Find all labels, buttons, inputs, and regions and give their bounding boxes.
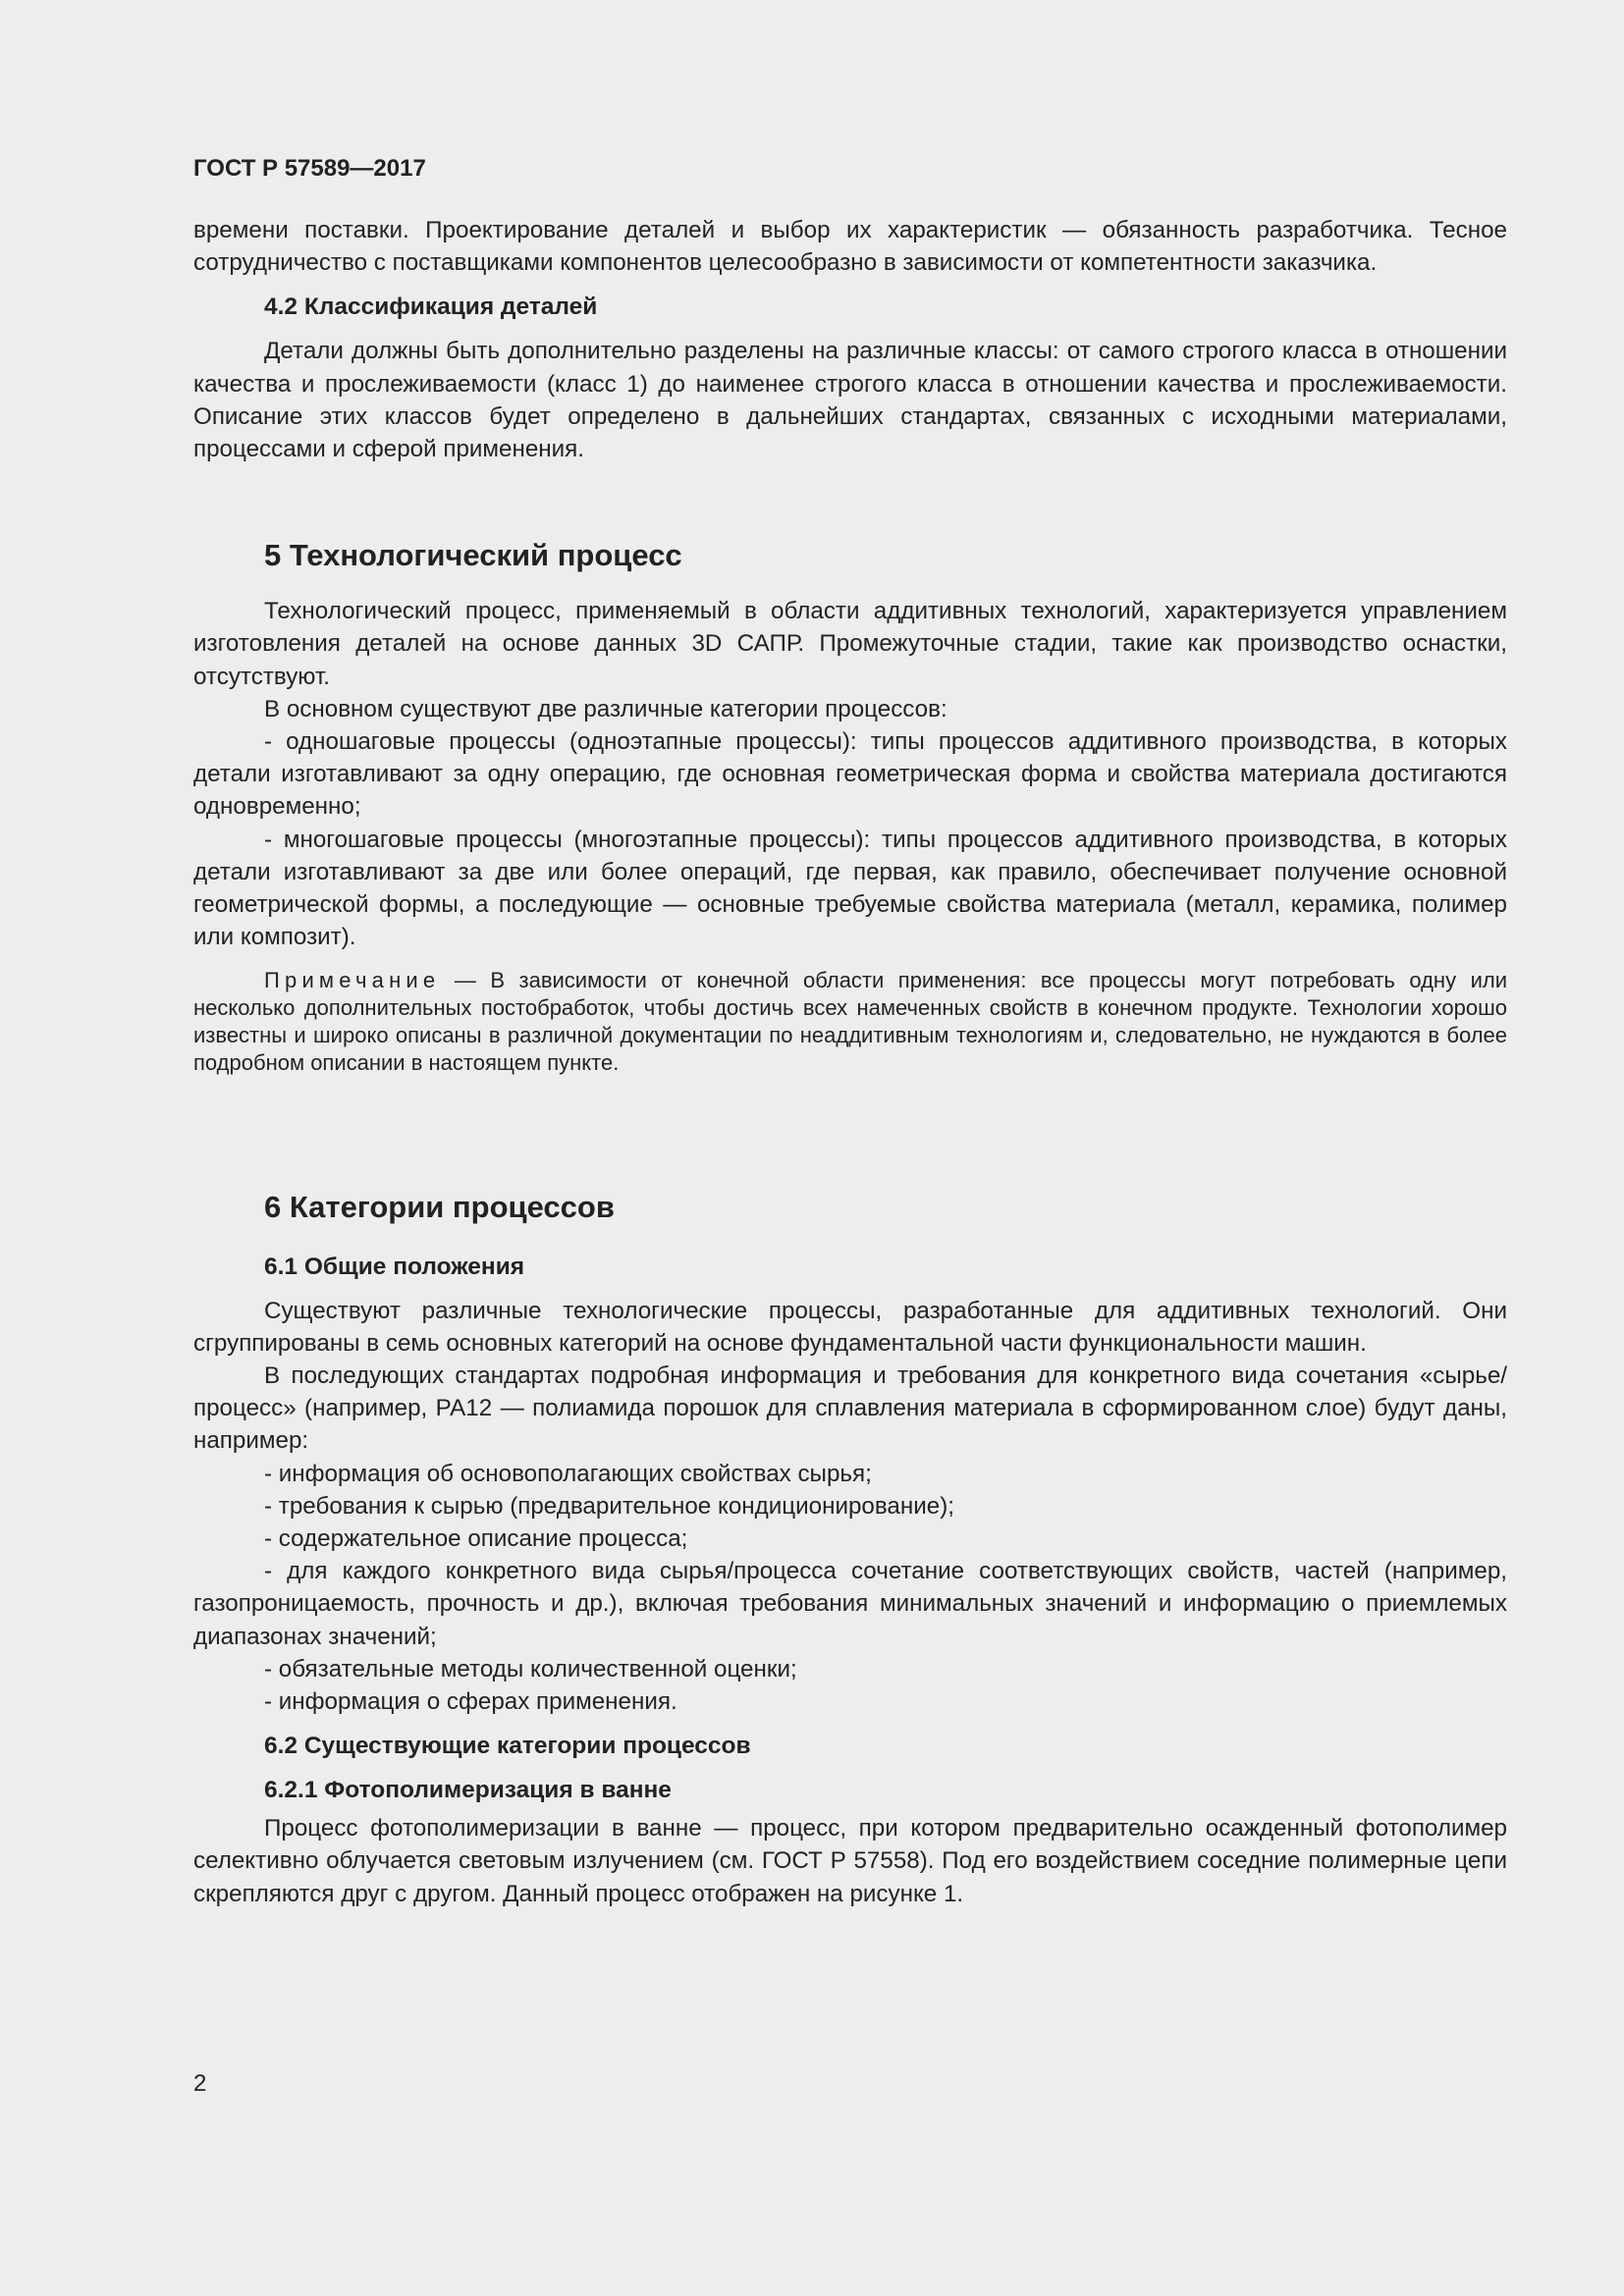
section-6-2-1-heading: 6.2.1 Фотополимеризация в ванне	[264, 1777, 672, 1804]
list-item: - информация об основополагающих свойствах сырья;	[264, 1460, 872, 1487]
intro-paragraph: времени поставки. Проектирование деталей и выбор их характеристик — обязанность разработчика. Тесное сотрудничество с поставщиками компонентов целесообразно в зависимости от компетентности заказчика.	[193, 217, 1507, 277]
note-label: Примечание	[264, 968, 441, 993]
section-6-1-heading: 6.1 Общие положения	[264, 1253, 525, 1280]
list-item: - требования к сырью (предварительное кондиционирование);	[264, 1492, 954, 1520]
section-5-note	[193, 967, 1507, 1076]
section-6-2-1-paragraph: Процесс фотополимеризации в ванне — процесс, при котором предварительно осажденный фотополимер селективно облучается световым излучением (см. ГОСТ Р 57558). Под его воздействием соседние полимерные цепи скрепляются друг с другом. Данный процесс отображен на рисунке 1.	[193, 1815, 1507, 1907]
note-text: — В зависимости от конечной области применения: все процессы могут потребовать одну или несколько дополнительных постобработок, чтобы достичь всех намеченных свойств в конечном продукте. Технологии хорошо известны и широко описаны в различной документации по неаддитивным технологиям и, следовательно, не нуждаются в более подробном описании в настоящем пункте.	[193, 968, 1507, 1075]
section-5-heading: 5 Технологический процесс	[264, 538, 682, 573]
section-6-1-paragraph-2: В последующих стандартах подробная информация и требования для конкретного вида сочетания «сырье/процесс» (например, РА12 — полиамида порошок для сплавления материала в сформированном слое) будут даны, например:	[193, 1362, 1507, 1455]
section-4-2-heading: 4.2 Классификация деталей	[264, 294, 598, 321]
page-number: 2	[193, 2070, 207, 2097]
section-4-2-paragraph: Детали должны быть дополнительно разделены на различные классы: от самого строгого класса в отношении качества и прослеживаемости (класс 1) до наименее строгого класса в отношении качества и прослеживаемости. Описание этих классов будет определено в дальнейших стандартах, связанных с исходными материалами, процессами и сферой применения.	[193, 338, 1507, 463]
section-5-paragraph-2: В основном существуют две различные категории процессов:	[264, 695, 947, 722]
section-6-2-heading: 6.2 Существующие категории процессов	[264, 1733, 751, 1760]
section-6-1-paragraph-1: Существуют различные технологические процессы, разработанные для аддитивных технологий. Они сгруппированы в семь основных категорий на основе фундаментальной части функциональности машин.	[193, 1297, 1507, 1357]
list-item: - для каждого конкретного вида сырья/процесса сочетание соответствующих свойств, частей (например, газопроницаемость, прочность и др.), включая требования минимальных значений и информацию о приемлемых диапазонах значений;	[193, 1558, 1507, 1650]
list-item: - содержательное описание процесса;	[264, 1525, 688, 1553]
document-page	[193, 147, 1507, 1910]
section-5-list-item-2: - многошаговые процессы (многоэтапные процессы): типы процессов аддитивного производства, в которых детали изготавливают за две или более операций, где первая, как правило, обеспечивает получение основной геометрической формы, а последующие — основные требуемые свойства материала (металл, керамика, полимер или композит).	[193, 826, 1507, 951]
section-6-heading: 6 Категории процессов	[264, 1189, 615, 1224]
section-5-list-item-1: - одношаговые процессы (одноэтапные процессы): типы процессов аддитивного производства, в которых детали изготавливают за одну операцию, где основная геометрическая форма и свойства материала достигаются одновременно;	[193, 728, 1507, 821]
list-item: - обязательные методы количественной оценки;	[264, 1655, 797, 1682]
section-5-paragraph-1: Технологический процесс, применяемый в области аддитивных технологий, характеризуется управлением изготовления деталей на основе данных 3D САПР. Промежуточные стадии, такие как производство оснастки, отсутствуют.	[193, 598, 1507, 690]
document-header: ГОСТ Р 57589—2017	[193, 155, 426, 182]
list-item: - информация о сферах применения.	[264, 1688, 677, 1716]
